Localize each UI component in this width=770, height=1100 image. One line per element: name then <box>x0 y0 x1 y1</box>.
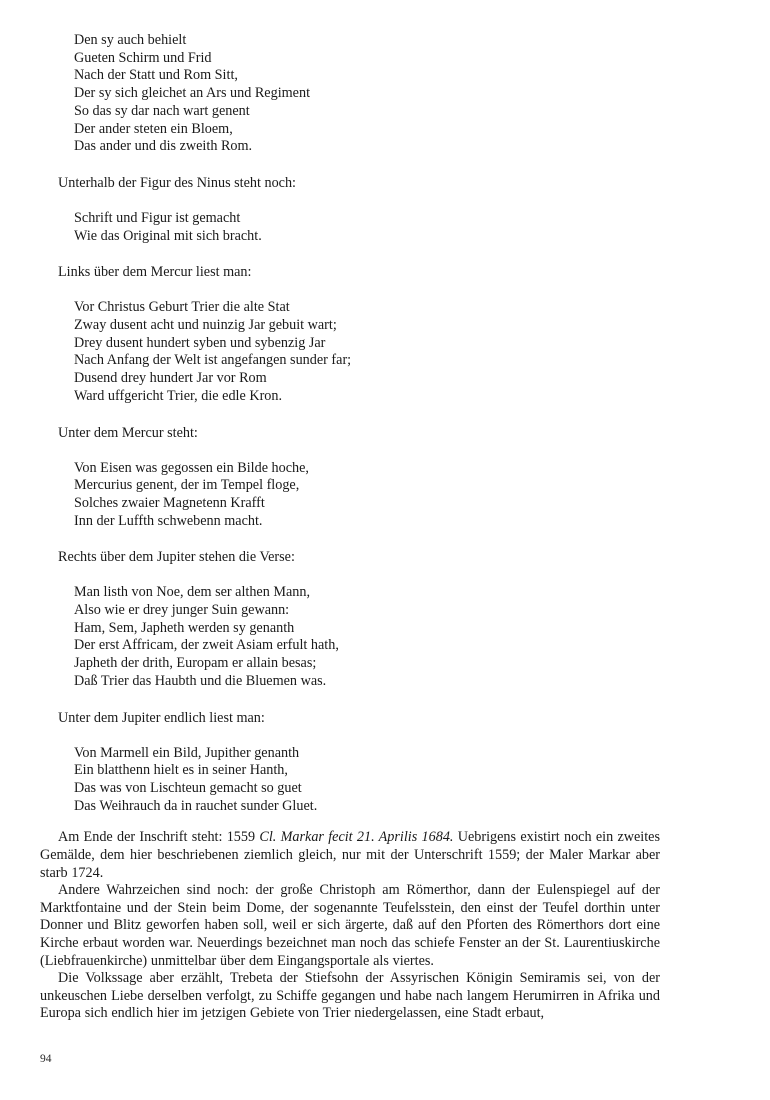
italic-signature: Cl. Markar fecit 21. Aprilis 1684. <box>259 829 454 846</box>
verse-line: Solches zwaier Magnetenn Krafft <box>74 494 265 511</box>
verse-block <box>74 299 660 405</box>
verse-line: Ham, Sem, Japheth werden sy genanth <box>74 619 295 636</box>
body-paragraph: Andere Wahrzeichen sind noch: der große Christoph am Römerthor, dann der Eulenspiegel auf der Marktfontaine und der Stein beim Dome, der sogenannte Teufelsstein, den einst der Teufel dorthin unter Donner und Blitz geworfen haben soll, weil er sich ärgerte, daß auf den Pforten des Römerthors dort eine Kirche erbaut worden war. Neuerdings bezeichnet man noch das schiefe Fenster an der St. Laurentiuskirche (Liebfrauenkirche) unmittelbar über dem Eingangsportale als viertes. <box>40 882 660 969</box>
verse-line: Nach der Statt und Rom Sitt, <box>74 67 238 84</box>
page-number: 94 <box>40 1053 52 1065</box>
body-paragraph: Die Volkssage aber erzählt, Trebeta der Stiefsohn der Assyrischen Königin Semiramis sei, von der unkeuschen Liebe derselben verfolgt, zu Schiffe gegangen und habe nach langem Herumirren in Afrika und Europa sich endlich hier im jetzigen Gebiete von Trier niedergelassen, eine Stadt erbaut, <box>40 970 660 1022</box>
verse-line: Japheth der drith, Europam er allain besas; <box>74 655 317 672</box>
verse-block <box>74 460 660 531</box>
verse-block <box>74 745 660 816</box>
section-note: Unter dem Mercur steht: <box>58 424 198 441</box>
verse-block <box>74 584 660 690</box>
verse-line: Von Eisen was gegossen ein Bilde hoche, <box>74 459 309 476</box>
verse-line: Zway dusent acht und nuinzig Jar gebuit wart; <box>74 317 337 334</box>
verse-line: Der sy sich gleichet an Ars und Regiment <box>74 85 311 102</box>
verse-line: Dusend drey hundert Jar vor Rom <box>74 370 267 387</box>
section-note: Rechts über dem Jupiter stehen die Verse: <box>58 549 295 566</box>
verse-line: Schrift und Figur ist gemacht <box>74 209 241 226</box>
verse-line: Man listh von Noe, dem ser althen Mann, <box>74 584 311 601</box>
verse-line: Nach Anfang der Welt ist angefangen sunder far; <box>74 352 352 369</box>
verse-line: Wie das Original mit sich bracht. <box>74 227 262 244</box>
verse-line: Ein blatthenn hielt es in seiner Hanth, <box>74 762 288 779</box>
section-note: Unterhalb der Figur des Ninus steht noch: <box>58 174 296 191</box>
verse-line: Den sy auch behielt <box>74 32 187 48</box>
verse-line: Gueten Schirm und Frid <box>74 49 212 66</box>
verse-line: Das Weihrauch da in rauchet sunder Gluet. <box>74 797 318 814</box>
verse-line: Ward uffgericht Trier, die edle Kron. <box>74 387 283 404</box>
body-paragraph: Am Ende der Inschrift steht: 1559 Cl. Markar fecit 21. Aprilis 1684. Uebrigens existirt noch ein zweites Gemälde, dem hier beschriebenen ziemlich gleich, nur mit der Unterschrift 1559; der Maler Markar aber starb 1724. <box>40 829 660 881</box>
section-note: Links über dem Mercur liest man: <box>58 264 252 281</box>
verse-line: Von Marmell ein Bild, Jupither genanth <box>74 744 300 761</box>
verse-line: Vor Christus Geburt Trier die alte Stat <box>74 299 290 316</box>
section-note: Unter dem Jupiter endlich liest man: <box>58 709 265 726</box>
verse-line: Der ander steten ein Bloem, <box>74 120 233 137</box>
verse-block <box>74 210 660 245</box>
verse-line: Daß Trier das Haubth und die Bluemen was. <box>74 672 327 689</box>
verse-line: Das ander und dis zweith Rom. <box>74 138 253 155</box>
verse-block <box>74 32 660 156</box>
verse-line: So das sy dar nach wart genent <box>74 102 250 119</box>
verse-line: Inn der Luffth schwebenn macht. <box>74 512 263 529</box>
page-body <box>40 32 660 1023</box>
verse-line: Der erst Affricam, der zweit Asiam erfult hath, <box>74 637 339 654</box>
verse-line: Mercurius genent, der im Tempel floge, <box>74 477 300 494</box>
verse-line: Also wie er drey junger Suin gewann: <box>74 602 290 619</box>
verse-line: Drey dusent hundert syben und sybenzig Jar <box>74 334 326 351</box>
verse-line: Das was von Lischteun gemacht so guet <box>74 779 302 796</box>
